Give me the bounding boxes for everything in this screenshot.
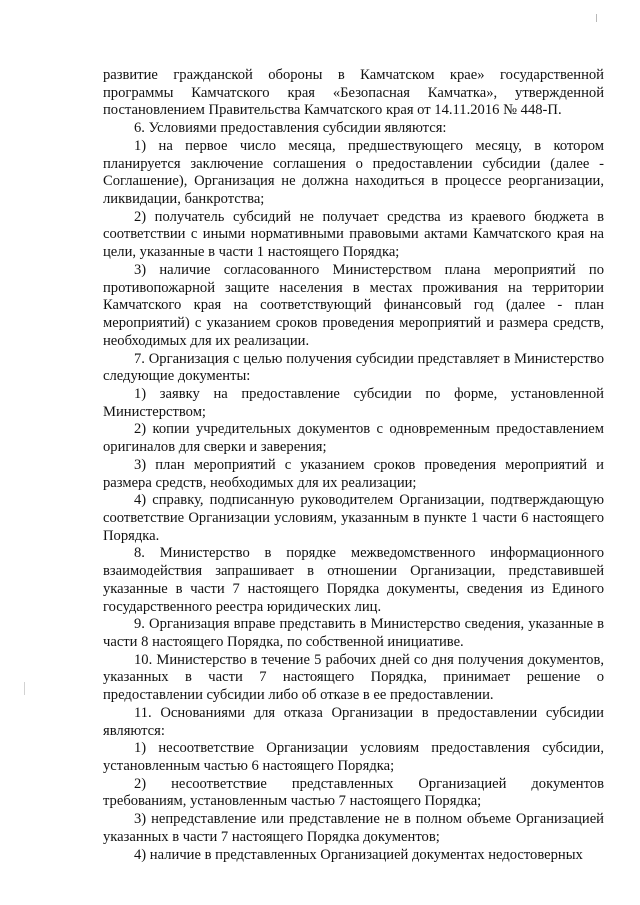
paragraph-11-item-3: 3) непредставление или представление не в полном объеме Организацией указанных в части 7 настоящего Порядка документов; (103, 811, 604, 845)
paragraph-7-item-1: 1) заявку на предоставление субсидии по форме, установленной Министерством; (103, 385, 604, 420)
paragraph-11-item-1: 1) несоответствие Организации условиям предоставления субсидии, установленным частью 6 настоящего Порядка; (103, 740, 604, 775)
paragraph-11-item-2: 2) несоответствие представленных Организацией документов требованиям, установленным частью 7 настоящего Порядка; (103, 775, 604, 810)
document-text (103, 67, 604, 864)
paragraph-8: 8. Министерство в порядке межведомственного информационного взаимодействия запрашивает в отношении Организации, представившей указанные в части 7 настоящего Порядка документы, сведения из Единого государственного реестра юридических лиц. (103, 545, 604, 615)
scan-mark (596, 14, 597, 22)
paragraph-11-item-4: 4) наличие в представленных Организацией документах недостоверных (134, 846, 583, 863)
paragraph-7-item-3: 3) план мероприятий с указанием сроков проведения мероприятий и размера средств, необходимых для их реализации; (103, 456, 604, 491)
scan-mark (24, 682, 25, 695)
paragraph-7-heading: 7. Организация с целью получения субсидии представляет в Министерство следующие документы: (103, 350, 604, 385)
paragraph-6-item-1: 1) на первое число месяца, предшествующего месяцу, в котором планируется заключение соглашения о предоставлении субсидии (далее - Соглашение), Организация не должна находиться в процессе реорганизации, ликвидации, банкротства; (103, 137, 604, 208)
paragraph-7-item-4: 4) справку, подписанную руководителем Организации, подтверждающую соответствие Организации условиям, указанным в пункте 1 части 6 настоящего Порядка. (103, 492, 604, 544)
paragraph-6-item-3: 3) наличие согласованного Министерством плана мероприятий по противопожарной защите населения в местах проживания на территории Камчатского края на соответствующий финансовый год (далее - план мероприятий) с указанием сроков проведения мероприятий и размера средств, необходимых для их реализации. (103, 261, 604, 349)
paragraph-6-heading: 6. Условиями предоставления субсидии являются: (134, 120, 447, 137)
paragraph-11-heading: 11. Основаниями для отказа Организации в предоставлении субсидии являются: (103, 704, 604, 739)
paragraph-6-item-2: 2) получатель субсидий не получает средства из краевого бюджета в соответствии с иными нормативными правовыми актами Камчатского края на цели, указанные в части 1 настоящего Порядка; (103, 208, 604, 261)
paragraph-7-item-2: 2) копии учредительных документов с одновременным предоставлением оригиналов для сверки и заверения; (103, 421, 604, 456)
paragraph-9: 9. Организация вправе представить в Министерство сведения, указанные в части 8 настоящего Порядка, по собственной инициативе. (103, 616, 604, 650)
paragraph-10: 10. Министерство в течение 5 рабочих дней со дня получения документов, указанных в части 7 настоящего Порядка, принимает решение о предоставлении субсидии либо об отказе в ее предоставлении. (103, 651, 604, 704)
paragraph-continuation: развитие гражданской обороны в Камчатском крае» государственной программы Камчатского края «Безопасная Камчатка», утвержденной постановлением Правительства Камчатского края от 14.11.2016 № 448-П. (103, 67, 604, 119)
